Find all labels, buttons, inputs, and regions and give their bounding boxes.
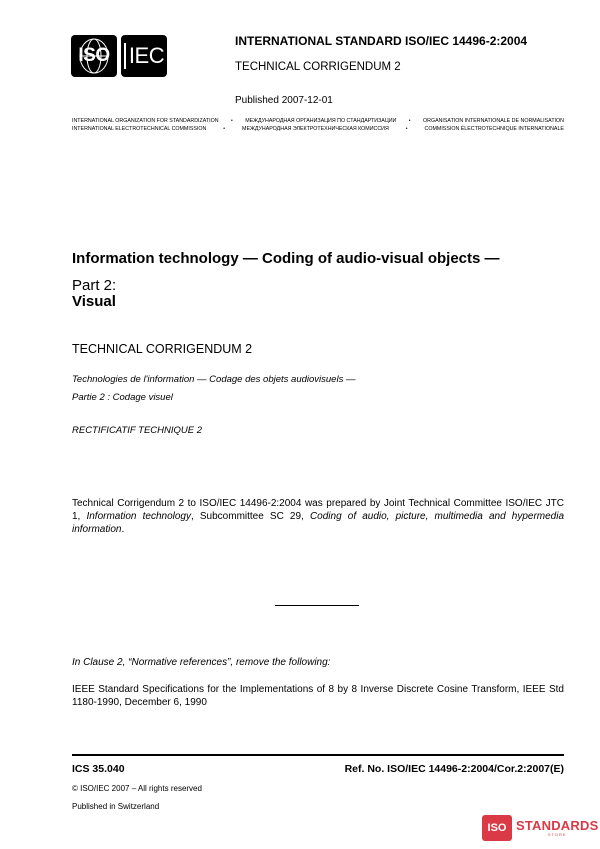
stamp-badge: ISO	[482, 815, 512, 841]
stamp-small: STORE	[547, 831, 567, 837]
reference-number: Ref. No. ISO/IEC 14496-2:2004/Cor.2:2007(E)	[344, 763, 564, 775]
org-separator: •	[223, 126, 226, 132]
org-separator: •	[231, 118, 233, 124]
clause-instruction: In Clause 2, “Normative references”, remove the following:	[72, 657, 331, 668]
part-number: Part 2:	[72, 277, 117, 294]
intro-text-c: , Subcommittee SC 29,	[190, 511, 310, 522]
org-iec-ru: МЕЖДУНАРОДНАЯ ЭЛЕКТРОТЕХНИЧЕСКАЯ КОМИССИЯ	[242, 126, 389, 132]
intro-committee-name: Information technology	[86, 511, 191, 522]
org-iso-ru: МЕЖДУНАРОДНАЯ ОРГАНИЗАЦИЯ ПО СТАНДАРТИЗАЦИИ	[245, 118, 397, 124]
french-title: Technologies de l'information — Codage des objets audiovisuels —	[72, 374, 356, 385]
footer-rule	[72, 754, 564, 756]
iso-logo	[71, 35, 117, 77]
org-separator: •	[408, 118, 411, 124]
document-title: Information technology — Coding of audio-visual objects —	[72, 250, 500, 267]
iec-logo-text: IEC	[128, 43, 165, 68]
separator-rule	[275, 605, 359, 606]
org-iec-en: INTERNATIONAL ELECTROTECHNICAL COMMISSION	[72, 126, 207, 132]
org-iso-fr: ORGANISATION INTERNATIONALE DE NORMALISATION	[423, 118, 564, 124]
ieee-reference: IEEE Standard Specifications for the Implementations of 8 by 8 Inverse Discrete Cosine Transform, IEEE Std 1180-1990, December 6, 1990	[72, 684, 564, 708]
french-part: Partie 2 : Codage visuel	[72, 392, 173, 403]
stamp-word: STANDARDS	[516, 817, 599, 833]
iec-logo-bar	[124, 43, 126, 69]
standards-store-stamp	[482, 813, 598, 843]
org-separator: •	[405, 126, 408, 132]
org-iec-fr: COMMISSION ÉLECTROTECHNIQUE INTERNATIONALE	[424, 126, 564, 132]
french-rectificatif: RECTIFICATIF TECHNIQUE 2	[72, 425, 203, 436]
intro-subcommittee-name: Coding of audio, picture, multimedia and hypermedia information	[72, 511, 565, 535]
tc-heading: TECHNICAL CORRIGENDUM 2	[72, 342, 253, 356]
corrigendum-label: TECHNICAL CORRIGENDUM 2	[235, 61, 401, 73]
copyright: © ISO/IEC 2007 – All rights reserved	[72, 784, 202, 793]
ics-code: ICS 35.040	[72, 763, 125, 775]
published-in: Published in Switzerland	[72, 802, 160, 811]
iec-logo	[121, 35, 167, 77]
standard-title: INTERNATIONAL STANDARD ISO/IEC 14496-2:2004	[235, 34, 528, 48]
part-name: Visual	[72, 293, 116, 310]
organizations-line-1	[72, 118, 564, 124]
intro-paragraph	[72, 497, 564, 536]
org-iso-en: INTERNATIONAL ORGANIZATION FOR STANDARDIZATION	[72, 118, 219, 124]
published-date: Published 2007-12-01	[235, 95, 333, 106]
intro-text-e: .	[121, 524, 125, 535]
organizations-line-2	[72, 126, 564, 132]
iso-logo-text: ISO	[78, 45, 110, 66]
intro-text-a: Technical Corrigendum 2 to ISO/IEC 14496-2:2004 was prepared by Joint Technical Committee ISO/IEC JTC 1,	[72, 498, 564, 522]
stamp-wordmark	[516, 819, 598, 838]
